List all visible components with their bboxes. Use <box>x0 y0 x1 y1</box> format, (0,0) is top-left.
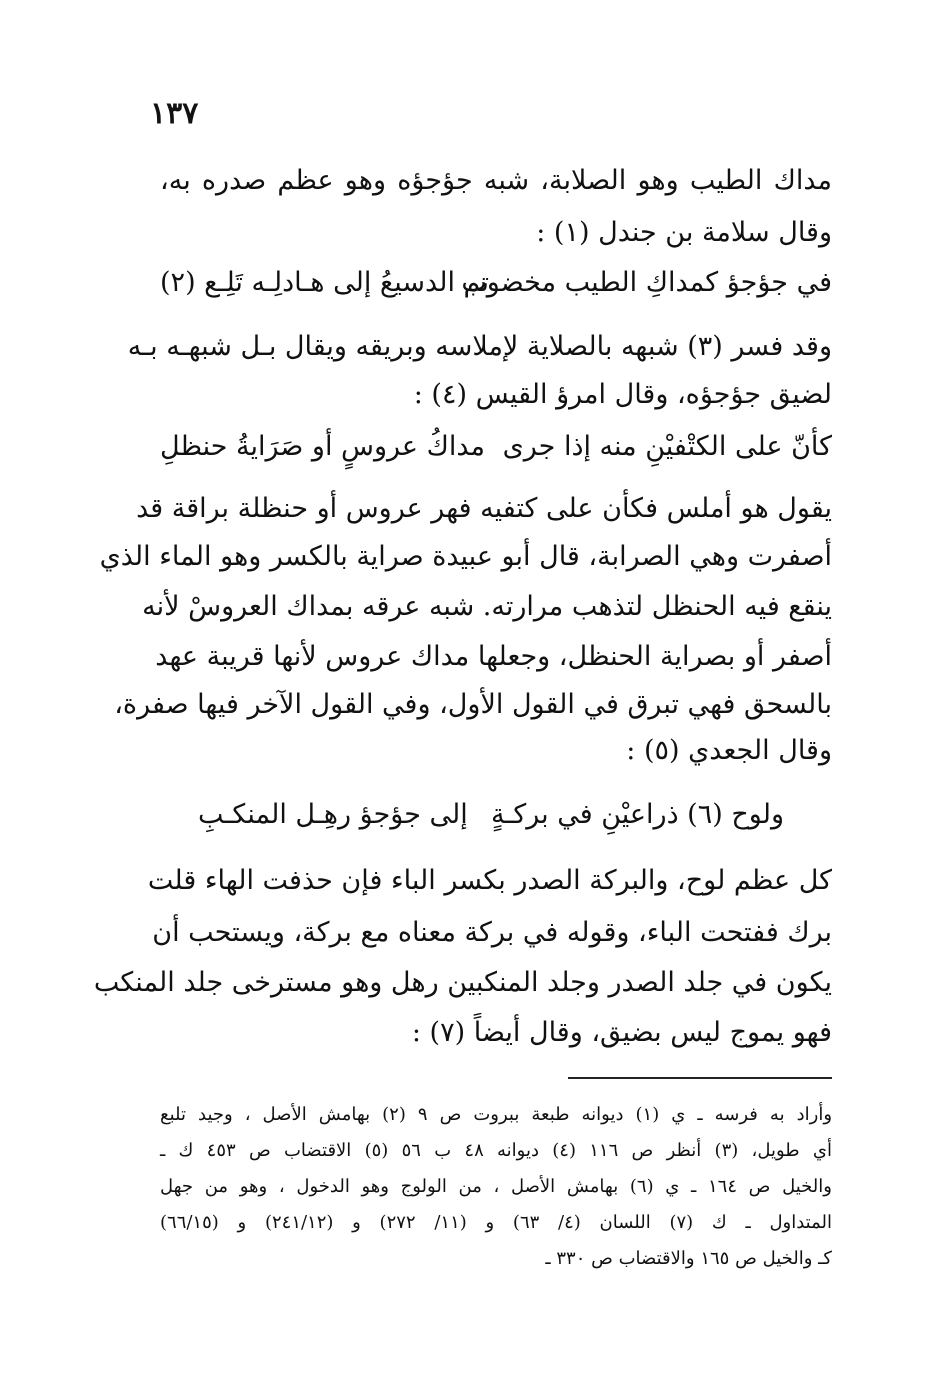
text-line: برك ففتحت الباء، وقوله في بركة معناه مع بركة، ويستحب أن <box>152 917 832 948</box>
footnote-separator <box>568 1077 832 1079</box>
text-line: وقال الجعدي (٥) : <box>626 735 832 766</box>
verse-hemistich-right: ولوح (٦) ذراعيْنِ في بركـةٍ <box>491 799 784 830</box>
footnote-line: كـ والخيل ص ١٦٥ والاقتضاب ص ٣٣٠ ـ <box>545 1248 832 1269</box>
footnote-line: وأراد به فرسه ـ ي (١) ديوانه طبعة ببروت ص ٩ (٢) بهامش الأصل ، وجيد تلبع <box>160 1104 833 1125</box>
text-line: وقد فسر (٣) شبهه بالصلاية لإملاسه وبريقه ويقال بـل شبهـه بـه <box>127 331 832 362</box>
text-line: أصفر أو بصراية الحنظل، وجعلها مداك عروس لأنها قريبة عهد <box>155 641 832 672</box>
footnote-line: أي طويل، (٣) أنظر ص ١١٦ (٤) ديوانه ٤٨ ب ٥٦ (٥) الاقتضاب ص ٤٥٣ ك ـ <box>160 1140 832 1161</box>
verse-hemistich-left: مداكُ عروسٍ أو صَرَايةُ حنظلِ <box>160 431 486 462</box>
text-line: مداك الطيب وهو الصلابة، شبه جؤجؤه وهو عظم صدره به، <box>160 165 832 196</box>
verse-hemistich-right: كأنّ على الكتْفيْنِ منه إذا جرى <box>502 431 832 462</box>
page-number: ١٣٧ <box>150 96 199 131</box>
text-line: يقول هو أملس فكأن على كتفيه فهر عروس أو حنظلة براقة قد <box>136 493 832 524</box>
text-line: وقال سلامة بن جندل (١) : <box>536 217 832 248</box>
verse-hemistich-left: تم الدسيعُ إلى هـادلِـه تَلِـع (٢) <box>160 267 490 298</box>
footnote-line: والخيل ص ١٦٤ ـ ي (٦) بهامش الأصل ، من الولوج وهو الدخول ، وهو من جهل <box>160 1176 832 1197</box>
text-line: أصفرت وهي الصرابة، قال أبو عبيدة صراية بالكسر وهو الماء الذي <box>99 541 832 572</box>
text-line: ينقع فيه الحنظل لتذهب مرارته. شبه عرقه بمداك العروسْ لأنه <box>142 591 832 622</box>
verse-hemistich-right: في جؤجؤ كمداكِ الطيب مخضوب <box>461 267 832 298</box>
text-line: يكون في جلد الصدر وجلد المنكبين رهل وهو مسترخى جلد المنكب <box>93 967 832 998</box>
text-line: فهو يموج ليس بضيق، وقال أيضاً (٧) : <box>411 1017 832 1048</box>
text-line: بالسحق فهي تبرق في القول الأول، وفي القول الآخر فيها صفرة، <box>114 689 832 720</box>
text-line: كل عظم لوح، والبركة الصدر بكسر الباء فإن حذفت الهاء قلت <box>147 865 832 896</box>
verse-hemistich-left: إلى جؤجؤ رهِـل المنكـبِ <box>198 799 468 830</box>
text-line: لضيق جؤجؤه، وقال امرؤ القيس (٤) : <box>413 379 832 410</box>
footnote-line: المتداول ـ ك (٧) اللسان (٤/ ٦٣) و (١١/ ٢٧٢) و (٢٤١/١٢) و (٦٦/١٥) <box>160 1212 832 1233</box>
